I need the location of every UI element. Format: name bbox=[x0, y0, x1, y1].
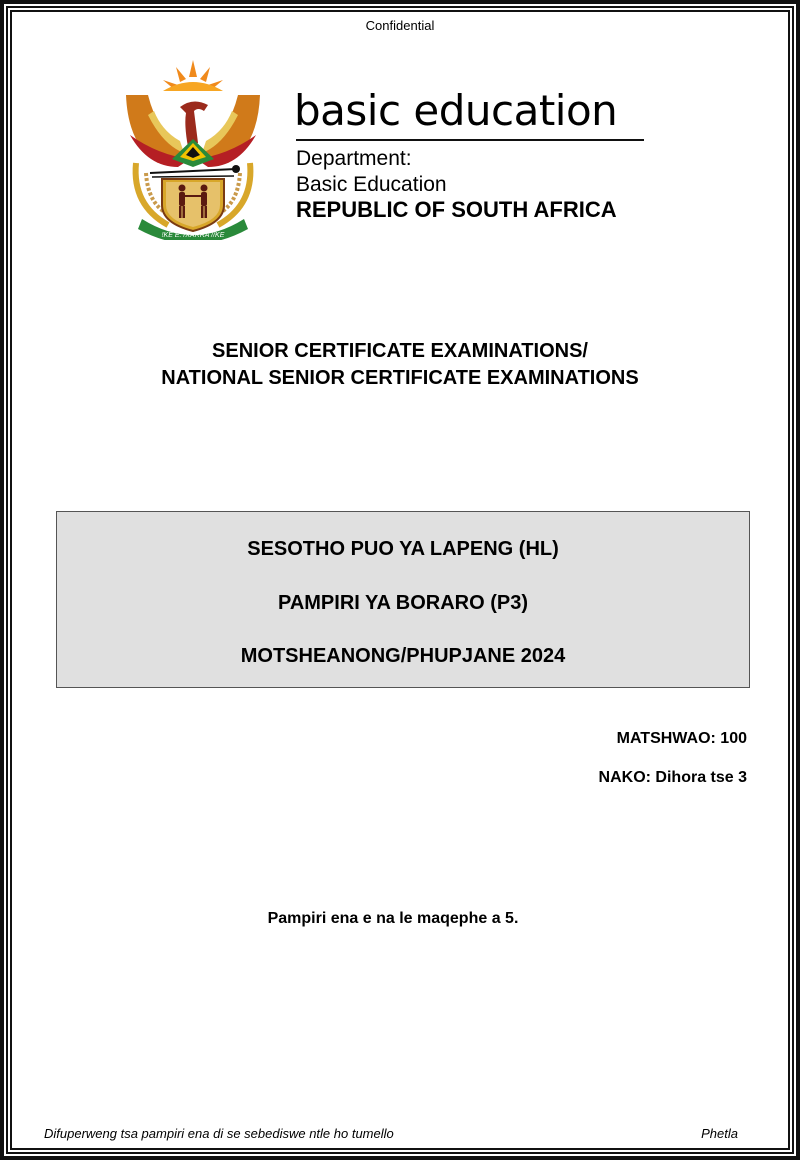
exam-session: MOTSHEANONG/PHUPJANE 2024 bbox=[240, 645, 566, 667]
time-label: NAKO: Dihora tse 3 bbox=[598, 769, 747, 786]
marks-label: MATSHWAO: 100 bbox=[616, 730, 747, 747]
svg-text:!KE E: /XARRA //KE: !KE E: /XARRA //KE bbox=[161, 232, 225, 239]
exam-heading bbox=[0, 338, 800, 392]
logo-underline bbox=[296, 139, 644, 141]
page-count-note: Pampiri ena e na le maqephe a 5. bbox=[267, 910, 519, 927]
copyright-footer: Difuperweng tsa pampiri ena di se sebediswe ntle ho tumello bbox=[44, 1126, 394, 1141]
exam-heading-line1: SENIOR CERTIFICATE EXAMINATIONS/ bbox=[212, 340, 588, 362]
logo-country: REPUBLIC OF SOUTH AFRICA bbox=[296, 197, 617, 222]
logo-title: basic education bbox=[294, 86, 618, 135]
subject-title: SESOTHO PUO YA LAPENG (HL) bbox=[247, 538, 559, 560]
exam-heading-line2: NATIONAL SENIOR CERTIFICATE EXAMINATIONS bbox=[161, 367, 639, 389]
logo-department-label: Department: bbox=[296, 147, 412, 170]
turn-over-footer: Phetla bbox=[701, 1126, 738, 1141]
confidential-label: Confidential bbox=[365, 18, 435, 33]
logo-department-name: Basic Education bbox=[296, 173, 447, 196]
paper-number: PAMPIRI YA BORARO (P3) bbox=[277, 592, 529, 614]
coat-of-arms-icon bbox=[118, 55, 268, 240]
subject-box bbox=[56, 511, 750, 688]
